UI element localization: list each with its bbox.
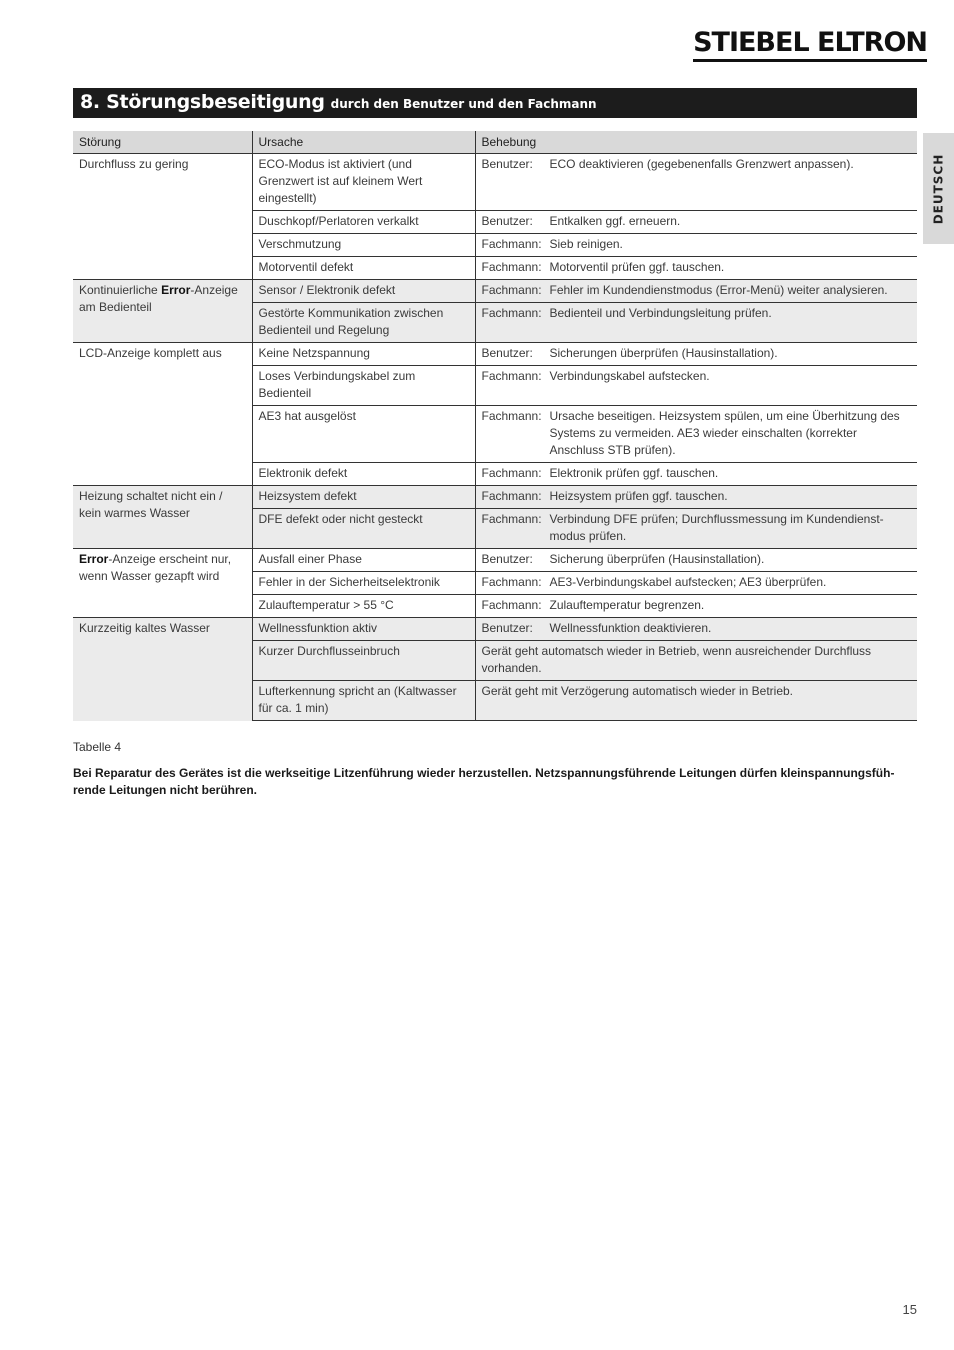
fix-role: Benutzer: xyxy=(481,214,533,228)
fault-cell xyxy=(73,280,252,343)
cause-cell: Zulauftemperatur > 55 °C xyxy=(252,595,475,618)
fix-cell xyxy=(475,406,917,463)
fault-cell xyxy=(73,549,252,618)
fault-cell: Durchfluss zu gering xyxy=(73,154,252,280)
cause-cell: Elektronik defekt xyxy=(252,463,475,486)
header-stoerung: Störung xyxy=(73,131,252,154)
fix-cell: Gerät geht mit Verzögerung automatisch wieder in Betrieb. xyxy=(475,681,917,721)
repair-note: Bei Reparatur des Gerätes ist die werkseitige Litzenführung wieder herzustellen. Netzspannungsführende Leitungen dürfen kleinspannungsfüh-rende Leitungen nicht berühren. xyxy=(73,766,895,797)
fault-text-post: -Anzeige erscheint nur, wenn Wasser gezapft wird xyxy=(79,552,232,583)
fix-text: Elektronik prüfen ggf. tauschen. xyxy=(549,466,719,480)
cause-cell: ECO-Modus ist aktiviert (und Grenzwert ist auf kleinem Wert eingestellt) xyxy=(252,154,475,211)
fault-text-pre: Kontinuierliche xyxy=(79,283,162,297)
fix-cell xyxy=(475,549,917,572)
cause-cell: Sensor / Elektronik defekt xyxy=(252,280,475,303)
fix-text: Sicherung überprüfen (Hausinstallation). xyxy=(549,552,765,566)
fault-cell: LCD-Anzeige komplett aus xyxy=(73,343,252,486)
header-ursache: Ursache xyxy=(252,131,475,154)
fix-cell xyxy=(475,366,917,406)
cause-cell: Fehler in der Sicherheitselektronik xyxy=(252,572,475,595)
cause-cell: Wellnessfunktion aktiv xyxy=(252,618,475,641)
fix-cell xyxy=(475,343,917,366)
fix-text: ECO deaktivieren (gegebenenfalls Grenzwert anpassen). xyxy=(549,157,854,171)
cause-cell: Motorventil defekt xyxy=(252,257,475,280)
fix-role: Fachmann: xyxy=(481,260,542,274)
fix-cell xyxy=(475,572,917,595)
fix-role: Fachmann: xyxy=(481,575,542,589)
header-behebung: Behebung xyxy=(475,131,917,154)
table-row xyxy=(73,154,917,211)
fix-role: Fachmann: xyxy=(481,306,542,320)
fix-text: Ursache beseitigen. Heizsystem spülen, um eine Überhitzung des Systems zu vermeiden. AE3 wieder einschalten (korrekter Anschluss STB prüfen). xyxy=(549,409,900,457)
page-number: 15 xyxy=(902,1302,917,1317)
section-subtitle: durch den Benutzer und den Fachmann xyxy=(330,97,597,111)
cause-cell: Heizsystem defekt xyxy=(252,486,475,509)
fix-role: Fachmann: xyxy=(481,598,542,612)
fix-cell xyxy=(475,234,917,257)
cause-cell: Lufterkennung spricht an (Kaltwasser für ca. 1 min) xyxy=(252,681,475,721)
section-header xyxy=(73,88,917,118)
fix-cell xyxy=(475,595,917,618)
fix-cell xyxy=(475,463,917,486)
table-row xyxy=(73,343,917,366)
fix-text: Sicherungen überprüfen (Hausinstallation). xyxy=(549,346,778,360)
table-header-row xyxy=(73,131,917,154)
fix-text: Fehler im Kundendienstmodus (Error-Menü) weiter analysieren. xyxy=(549,283,888,297)
fix-text: Zulauftemperatur begrenzen. xyxy=(549,598,705,612)
language-tab xyxy=(923,133,954,244)
fix-role: Fachmann: xyxy=(481,512,542,526)
fix-cell xyxy=(475,154,917,211)
fix-text: Sieb reinigen. xyxy=(549,237,623,251)
language-tab-label: DEUTSCH xyxy=(931,153,946,224)
cause-cell: DFE defekt oder nicht gesteckt xyxy=(252,509,475,549)
fix-text: Entkalken ggf. erneuern. xyxy=(549,214,681,228)
cause-cell: Kurzer Durchflusseinbruch xyxy=(252,641,475,681)
cause-cell: Ausfall einer Phase xyxy=(252,549,475,572)
cause-cell: Duschkopf/Perlatoren verkalkt xyxy=(252,211,475,234)
fix-role: Fachmann: xyxy=(481,466,542,480)
table-caption: Tabelle 4 xyxy=(73,740,122,754)
fix-cell xyxy=(475,211,917,234)
fix-text: Motorventil prüfen ggf. tauschen. xyxy=(549,260,725,274)
fault-cell: Kurzzeitig kaltes Wasser xyxy=(73,618,252,721)
table-row xyxy=(73,618,917,641)
fix-text: Wellnessfunktion deaktivieren. xyxy=(549,621,712,635)
troubleshooting-table xyxy=(73,131,917,721)
fix-cell: Gerät geht automatsch wieder in Betrieb, wenn ausreichender Durchfluss vorhanden. xyxy=(475,641,917,681)
fix-text: Verbindungskabel aufstecken. xyxy=(549,369,710,383)
fix-text: Bedienteil und Verbindungsleitung prüfen. xyxy=(549,306,772,320)
cause-cell: AE3 hat ausgelöst xyxy=(252,406,475,463)
cause-cell: Verschmutzung xyxy=(252,234,475,257)
table-row xyxy=(73,549,917,572)
fix-text: AE3-Verbindungskabel aufstecken; AE3 überprüfen. xyxy=(549,575,827,589)
fix-role: Fachmann: xyxy=(481,489,542,503)
fix-role: Fachmann: xyxy=(481,409,542,423)
fix-role: Benutzer: xyxy=(481,621,533,635)
cause-cell: Gestörte Kommunikation zwischen Bedienteil und Regelung xyxy=(252,303,475,343)
section-title: 8. Störungsbeseitigung xyxy=(80,91,325,113)
fix-cell xyxy=(475,280,917,303)
fix-cell xyxy=(475,257,917,280)
table-row xyxy=(73,280,917,303)
fault-cell: Heizung schaltet nicht ein / kein warmes Wasser xyxy=(73,486,252,549)
fix-text: Verbindung DFE prüfen; Durchflussmessung im Kundendienst-modus prüfen. xyxy=(549,512,884,543)
fix-role: Benutzer: xyxy=(481,346,533,360)
fix-cell xyxy=(475,486,917,509)
fix-role: Benutzer: xyxy=(481,157,533,171)
fault-text-post: -Anzeige am Bedienteil xyxy=(79,283,238,314)
fault-text-error: Error xyxy=(161,283,191,297)
fix-text: Heizsystem prüfen ggf. tauschen. xyxy=(549,489,728,503)
fix-cell xyxy=(475,303,917,343)
table-row xyxy=(73,486,917,509)
fix-role: Fachmann: xyxy=(481,369,542,383)
fix-cell xyxy=(475,509,917,549)
fault-text-error: Error xyxy=(79,552,109,566)
cause-cell: Keine Netzspannung xyxy=(252,343,475,366)
brand-logo: STIEBEL ELTRON xyxy=(693,28,927,62)
cause-cell: Loses Verbindungskabel zum Bedienteil xyxy=(252,366,475,406)
fix-cell xyxy=(475,618,917,641)
fix-role: Fachmann: xyxy=(481,237,542,251)
fix-role: Fachmann: xyxy=(481,283,542,297)
fix-role: Benutzer: xyxy=(481,552,533,566)
